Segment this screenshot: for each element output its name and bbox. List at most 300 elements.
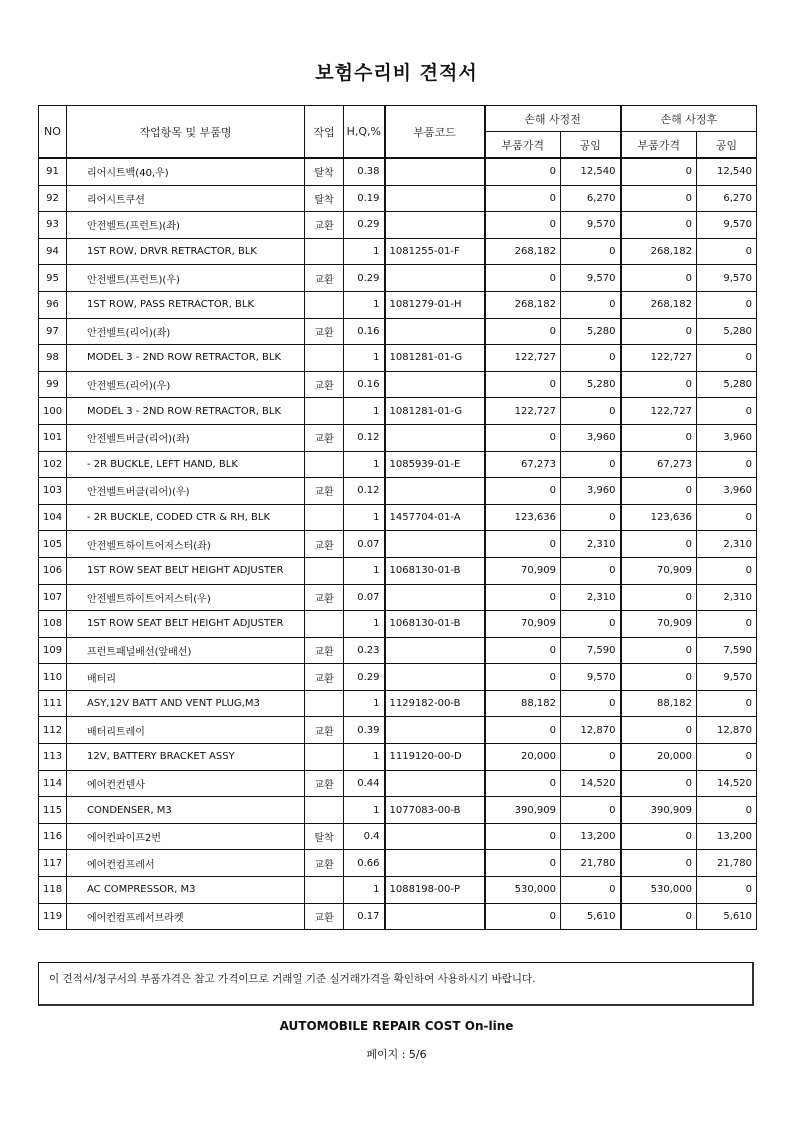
cell-item-name: 안전벨트(프런트)(우): [67, 265, 305, 292]
header-before-labor: 공임: [561, 132, 621, 159]
cell-item-name: 안전벨트(리어)(우): [67, 371, 305, 398]
cell-after-labor: 7,590: [697, 637, 757, 664]
cell-no: 107: [39, 584, 67, 611]
cell-work-type: 교환: [305, 318, 344, 345]
cell-before-part-price: 0: [485, 664, 561, 691]
header-name: 작업항목 및 부품명: [67, 106, 305, 159]
table-row: [39, 664, 757, 691]
table-row: [39, 478, 757, 505]
cell-part-code: [385, 531, 485, 558]
table-row: [39, 557, 757, 584]
cell-before-labor: 14,520: [561, 770, 621, 797]
table-row: [39, 531, 757, 558]
cell-part-code: [385, 424, 485, 451]
cell-after-labor: 0: [697, 345, 757, 372]
cell-work-type: 교환: [305, 371, 344, 398]
cell-after-labor: 14,520: [697, 770, 757, 797]
cell-before-labor: 13,200: [561, 823, 621, 850]
cell-before-part-price: 123,636: [485, 504, 561, 531]
cell-after-part-price: 88,182: [621, 690, 697, 717]
cell-before-part-price: 0: [485, 531, 561, 558]
cell-part-code: 1081281-01-G: [385, 345, 485, 372]
cell-no: 110: [39, 664, 67, 691]
cell-hq: 1: [344, 451, 385, 478]
table-row: [39, 424, 757, 451]
cell-before-part-price: 0: [485, 770, 561, 797]
cell-part-code: 1088198-00-P: [385, 877, 485, 904]
cell-hq: 1: [344, 345, 385, 372]
cell-before-part-price: 0: [485, 823, 561, 850]
cell-hq: 0.66: [344, 850, 385, 877]
cell-no: 91: [39, 158, 67, 185]
cell-part-code: [385, 318, 485, 345]
cell-item-name: 1ST ROW, PASS RETRACTOR, BLK: [67, 291, 305, 318]
table-row: [39, 744, 757, 771]
cell-item-name: 12V, BATTERY BRACKET ASSY: [67, 744, 305, 771]
table-row: [39, 451, 757, 478]
header-before-part-price: 부품가격: [485, 132, 561, 159]
header-after-part-price: 부품가격: [621, 132, 697, 159]
cell-hq: 1: [344, 877, 385, 904]
cell-work-type: 교환: [305, 850, 344, 877]
cell-before-part-price: 0: [485, 637, 561, 664]
cell-item-name: 배터리트레이: [67, 717, 305, 744]
cell-after-part-price: 0: [621, 770, 697, 797]
cell-after-part-price: 67,273: [621, 451, 697, 478]
table-row: [39, 850, 757, 877]
cell-after-labor: 0: [697, 690, 757, 717]
cell-before-labor: 9,570: [561, 664, 621, 691]
cell-after-part-price: 0: [621, 903, 697, 930]
cell-before-part-price: 0: [485, 265, 561, 292]
cell-part-code: [385, 212, 485, 239]
cell-no: 119: [39, 903, 67, 930]
cell-part-code: 1129182-00-B: [385, 690, 485, 717]
cell-item-name: 에어컨컴프레서브라켓: [67, 903, 305, 930]
header-after-labor: 공임: [697, 132, 757, 159]
cell-no: 103: [39, 478, 67, 505]
header-no: NO: [39, 106, 67, 159]
cell-item-name: 리어시트쿠션: [67, 185, 305, 212]
cell-after-part-price: 268,182: [621, 238, 697, 265]
table-row: [39, 212, 757, 239]
cell-before-part-price: 0: [485, 717, 561, 744]
table-row: [39, 291, 757, 318]
cell-item-name: 1ST ROW SEAT BELT HEIGHT ADJUSTER: [67, 611, 305, 638]
table-row: [39, 158, 757, 185]
cell-after-labor: 12,870: [697, 717, 757, 744]
header-before-group: 손해 사정전: [485, 106, 621, 132]
cell-before-labor: 5,610: [561, 903, 621, 930]
cell-hq: 0.29: [344, 664, 385, 691]
cell-after-labor: 13,200: [697, 823, 757, 850]
cell-before-labor: 3,960: [561, 478, 621, 505]
cell-part-code: 1119120-00-D: [385, 744, 485, 771]
cell-after-labor: 9,570: [697, 265, 757, 292]
cell-work-type: 교환: [305, 664, 344, 691]
cell-part-code: [385, 903, 485, 930]
cell-work-type: 교환: [305, 584, 344, 611]
cell-hq: 0.39: [344, 717, 385, 744]
cell-after-part-price: 0: [621, 584, 697, 611]
cell-hq: 0.44: [344, 770, 385, 797]
document-title: 보험수리비 견적서: [315, 62, 478, 84]
table-row: [39, 318, 757, 345]
cell-before-part-price: 0: [485, 371, 561, 398]
cell-before-part-price: 530,000: [485, 877, 561, 904]
cell-after-part-price: 0: [621, 531, 697, 558]
cell-after-labor: 5,280: [697, 371, 757, 398]
cell-after-part-price: 0: [621, 850, 697, 877]
cell-work-type: [305, 238, 344, 265]
cell-part-code: 1081255-01-F: [385, 238, 485, 265]
cell-hq: 0.29: [344, 212, 385, 239]
cell-after-part-price: 122,727: [621, 345, 697, 372]
cell-item-name: 리어시트백(40,우): [67, 158, 305, 185]
table-row: [39, 345, 757, 372]
cell-before-part-price: 67,273: [485, 451, 561, 478]
cell-no: 98: [39, 345, 67, 372]
table-row: [39, 797, 757, 824]
cell-hq: 1: [344, 238, 385, 265]
cell-part-code: [385, 584, 485, 611]
cell-hq: 1: [344, 744, 385, 771]
cell-before-labor: 5,280: [561, 371, 621, 398]
cell-before-labor: 0: [561, 877, 621, 904]
cell-after-labor: 0: [697, 238, 757, 265]
cell-item-name: MODEL 3 - 2ND ROW RETRACTOR, BLK: [67, 398, 305, 425]
cell-before-labor: 3,960: [561, 424, 621, 451]
cell-before-labor: 0: [561, 398, 621, 425]
cell-after-labor: 2,310: [697, 531, 757, 558]
cell-part-code: [385, 823, 485, 850]
cell-before-part-price: 70,909: [485, 611, 561, 638]
cell-part-code: [385, 158, 485, 185]
cell-before-labor: 12,870: [561, 717, 621, 744]
cell-after-labor: 6,270: [697, 185, 757, 212]
cell-after-part-price: 70,909: [621, 557, 697, 584]
cell-no: 118: [39, 877, 67, 904]
cell-work-type: [305, 690, 344, 717]
cell-item-name: 안전벨트하이트어저스터(우): [67, 584, 305, 611]
cell-hq: 0.19: [344, 185, 385, 212]
cell-no: 105: [39, 531, 67, 558]
cell-after-part-price: 70,909: [621, 611, 697, 638]
cell-hq: 1: [344, 557, 385, 584]
cell-no: 92: [39, 185, 67, 212]
cell-after-part-price: 20,000: [621, 744, 697, 771]
cell-work-type: [305, 744, 344, 771]
cell-hq: 0.16: [344, 371, 385, 398]
cell-item-name: ASY,12V BATT AND VENT PLUG,M3: [67, 690, 305, 717]
cell-work-type: 교환: [305, 265, 344, 292]
cell-after-part-price: 0: [621, 158, 697, 185]
cell-part-code: [385, 664, 485, 691]
cell-after-part-price: 0: [621, 265, 697, 292]
cell-hq: 1: [344, 291, 385, 318]
cell-before-labor: 0: [561, 345, 621, 372]
cell-work-type: 교환: [305, 212, 344, 239]
cell-before-part-price: 0: [485, 212, 561, 239]
cell-before-labor: 0: [561, 557, 621, 584]
cell-after-labor: 5,610: [697, 903, 757, 930]
cell-no: 96: [39, 291, 67, 318]
cell-item-name: 안전벨트버클(리어)(우): [67, 478, 305, 505]
cell-before-part-price: 70,909: [485, 557, 561, 584]
cell-after-part-price: 0: [621, 318, 697, 345]
table-row: [39, 611, 757, 638]
cell-after-labor: 9,570: [697, 212, 757, 239]
cell-no: 100: [39, 398, 67, 425]
cell-hq: 0.23: [344, 637, 385, 664]
cell-work-type: [305, 451, 344, 478]
cell-before-part-price: 88,182: [485, 690, 561, 717]
cell-item-name: 안전벨트하이트어저스터(좌): [67, 531, 305, 558]
cell-work-type: 교환: [305, 637, 344, 664]
cell-after-part-price: 268,182: [621, 291, 697, 318]
cell-no: 94: [39, 238, 67, 265]
cell-after-labor: 0: [697, 744, 757, 771]
cell-after-part-price: 0: [621, 637, 697, 664]
cell-part-code: [385, 265, 485, 292]
cell-work-type: 교환: [305, 717, 344, 744]
header-after-group: 손해 사정후: [621, 106, 757, 132]
table-row: [39, 238, 757, 265]
cell-after-labor: 12,540: [697, 158, 757, 185]
cell-hq: 1: [344, 797, 385, 824]
cell-before-labor: 21,780: [561, 850, 621, 877]
cell-after-labor: 5,280: [697, 318, 757, 345]
cell-before-labor: 0: [561, 291, 621, 318]
cell-item-name: 안전벨트(프런트)(좌): [67, 212, 305, 239]
cell-item-name: AC COMPRESSOR, M3: [67, 877, 305, 904]
cell-part-code: [385, 371, 485, 398]
table-row: [39, 371, 757, 398]
cell-part-code: 1085939-01-E: [385, 451, 485, 478]
cell-work-type: [305, 557, 344, 584]
cell-before-labor: 2,310: [561, 584, 621, 611]
cell-after-part-price: 0: [621, 371, 697, 398]
table-row: [39, 823, 757, 850]
cell-after-labor: 3,960: [697, 478, 757, 505]
cell-before-labor: 9,570: [561, 265, 621, 292]
cell-item-name: 1ST ROW SEAT BELT HEIGHT ADJUSTER: [67, 557, 305, 584]
cell-no: 115: [39, 797, 67, 824]
cell-no: 116: [39, 823, 67, 850]
cell-work-type: [305, 877, 344, 904]
cell-before-part-price: 268,182: [485, 291, 561, 318]
cell-item-name: MODEL 3 - 2ND ROW RETRACTOR, BLK: [67, 345, 305, 372]
cell-part-code: [385, 637, 485, 664]
cell-no: 97: [39, 318, 67, 345]
cell-before-labor: 9,570: [561, 212, 621, 239]
cell-item-name: 에어컨컨덴사: [67, 770, 305, 797]
cell-before-part-price: 122,727: [485, 398, 561, 425]
cell-after-part-price: 123,636: [621, 504, 697, 531]
cell-item-name: 안전벨트버클(리어)(좌): [67, 424, 305, 451]
cell-after-labor: 2,310: [697, 584, 757, 611]
cell-no: 108: [39, 611, 67, 638]
cell-after-labor: 0: [697, 504, 757, 531]
cell-after-part-price: 0: [621, 424, 697, 451]
table-body: [39, 158, 757, 930]
cell-item-name: - 2R BUCKLE, LEFT HAND, BLK: [67, 451, 305, 478]
cell-before-part-price: 0: [485, 424, 561, 451]
cell-part-code: 1077083-00-B: [385, 797, 485, 824]
cell-before-part-price: 0: [485, 584, 561, 611]
cell-after-labor: 3,960: [697, 424, 757, 451]
cell-work-type: 교환: [305, 770, 344, 797]
cell-no: 101: [39, 424, 67, 451]
cell-after-labor: 9,570: [697, 664, 757, 691]
cell-part-code: 1081281-01-G: [385, 398, 485, 425]
cell-after-part-price: 0: [621, 185, 697, 212]
cell-work-type: [305, 345, 344, 372]
cell-hq: 0.07: [344, 531, 385, 558]
page-number: 페이지 : 5/6: [366, 1048, 427, 1061]
cell-before-labor: 0: [561, 797, 621, 824]
cell-before-labor: 12,540: [561, 158, 621, 185]
cell-before-labor: 0: [561, 504, 621, 531]
estimate-table: [38, 105, 757, 930]
table-row: [39, 903, 757, 930]
table-row: [39, 770, 757, 797]
cell-after-labor: 0: [697, 451, 757, 478]
cell-work-type: [305, 797, 344, 824]
cell-work-type: 탈착: [305, 185, 344, 212]
cell-part-code: [385, 850, 485, 877]
cell-after-part-price: 0: [621, 823, 697, 850]
cell-before-part-price: 390,909: [485, 797, 561, 824]
cell-hq: 1: [344, 690, 385, 717]
table-row: [39, 877, 757, 904]
cell-item-name: 프런트패널배선(앞배선): [67, 637, 305, 664]
cell-no: 111: [39, 690, 67, 717]
cell-before-labor: 7,590: [561, 637, 621, 664]
cell-item-name: 안전벨트(리어)(좌): [67, 318, 305, 345]
cell-no: 109: [39, 637, 67, 664]
cell-after-part-price: 0: [621, 212, 697, 239]
cell-before-part-price: 0: [485, 903, 561, 930]
cell-after-labor: 0: [697, 877, 757, 904]
footer-brand: AUTOMOBILE REPAIR COST On-line: [279, 1019, 514, 1033]
cell-no: 112: [39, 717, 67, 744]
cell-no: 114: [39, 770, 67, 797]
cell-work-type: 교환: [305, 478, 344, 505]
cell-part-code: 1068130-01-B: [385, 557, 485, 584]
cell-no: 117: [39, 850, 67, 877]
cell-work-type: [305, 291, 344, 318]
cell-no: 102: [39, 451, 67, 478]
cell-before-labor: 2,310: [561, 531, 621, 558]
cell-before-part-price: 0: [485, 478, 561, 505]
table-row: [39, 584, 757, 611]
cell-work-type: 탈착: [305, 823, 344, 850]
cell-before-labor: 0: [561, 744, 621, 771]
cell-before-labor: 0: [561, 238, 621, 265]
cell-part-code: 1081279-01-H: [385, 291, 485, 318]
cell-after-labor: 21,780: [697, 850, 757, 877]
cell-hq: 0.07: [344, 584, 385, 611]
table-row: [39, 504, 757, 531]
cell-hq: 0.38: [344, 158, 385, 185]
header-hq: H,Q,%: [344, 106, 385, 159]
cell-no: 113: [39, 744, 67, 771]
cell-work-type: [305, 398, 344, 425]
table-row: [39, 398, 757, 425]
cell-after-labor: 0: [697, 291, 757, 318]
table-row: [39, 717, 757, 744]
table-row: [39, 185, 757, 212]
cell-work-type: [305, 611, 344, 638]
cell-work-type: 교환: [305, 424, 344, 451]
cell-part-code: [385, 185, 485, 212]
cell-after-part-price: 390,909: [621, 797, 697, 824]
cell-work-type: 탈착: [305, 158, 344, 185]
cell-hq: 1: [344, 398, 385, 425]
cell-after-labor: 0: [697, 611, 757, 638]
cell-no: 99: [39, 371, 67, 398]
cell-no: 95: [39, 265, 67, 292]
price-notice: 이 견적서/청구서의 부품가격은 참고 가격이므로 거래일 기준 실거래가격을 확인하여 사용하시기 바랍니다.: [38, 962, 754, 1006]
cell-before-labor: 6,270: [561, 185, 621, 212]
cell-item-name: CONDENSER, M3: [67, 797, 305, 824]
cell-part-code: 1457704-01-A: [385, 504, 485, 531]
cell-item-name: 에어컨컴프레서: [67, 850, 305, 877]
cell-before-labor: 5,280: [561, 318, 621, 345]
cell-before-labor: 0: [561, 611, 621, 638]
cell-after-labor: 0: [697, 557, 757, 584]
cell-before-labor: 0: [561, 690, 621, 717]
cell-part-code: [385, 770, 485, 797]
cell-item-name: 에어컨파이프2번: [67, 823, 305, 850]
cell-before-part-price: 122,727: [485, 345, 561, 372]
cell-no: 106: [39, 557, 67, 584]
cell-before-part-price: 0: [485, 850, 561, 877]
table-header: [39, 106, 757, 159]
cell-hq: 0.29: [344, 265, 385, 292]
header-code: 부품코드: [385, 106, 485, 159]
cell-part-code: [385, 478, 485, 505]
cell-before-part-price: 0: [485, 318, 561, 345]
table-row: [39, 265, 757, 292]
cell-before-part-price: 0: [485, 185, 561, 212]
cell-after-labor: 0: [697, 797, 757, 824]
cell-before-part-price: 268,182: [485, 238, 561, 265]
cell-hq: 0.12: [344, 424, 385, 451]
cell-item-name: - 2R BUCKLE, CODED CTR & RH, BLK: [67, 504, 305, 531]
cell-part-code: 1068130-01-B: [385, 611, 485, 638]
cell-after-part-price: 530,000: [621, 877, 697, 904]
cell-before-part-price: 20,000: [485, 744, 561, 771]
cell-hq: 0.16: [344, 318, 385, 345]
cell-hq: 0.17: [344, 903, 385, 930]
cell-hq: 1: [344, 611, 385, 638]
cell-work-type: [305, 504, 344, 531]
cell-after-labor: 0: [697, 398, 757, 425]
cell-after-part-price: 0: [621, 664, 697, 691]
cell-no: 93: [39, 212, 67, 239]
cell-part-code: [385, 717, 485, 744]
cell-work-type: 교환: [305, 903, 344, 930]
cell-after-part-price: 0: [621, 717, 697, 744]
cell-after-part-price: 122,727: [621, 398, 697, 425]
cell-no: 104: [39, 504, 67, 531]
cell-work-type: 교환: [305, 531, 344, 558]
cell-before-labor: 0: [561, 451, 621, 478]
cell-hq: 0.12: [344, 478, 385, 505]
table-row: [39, 637, 757, 664]
